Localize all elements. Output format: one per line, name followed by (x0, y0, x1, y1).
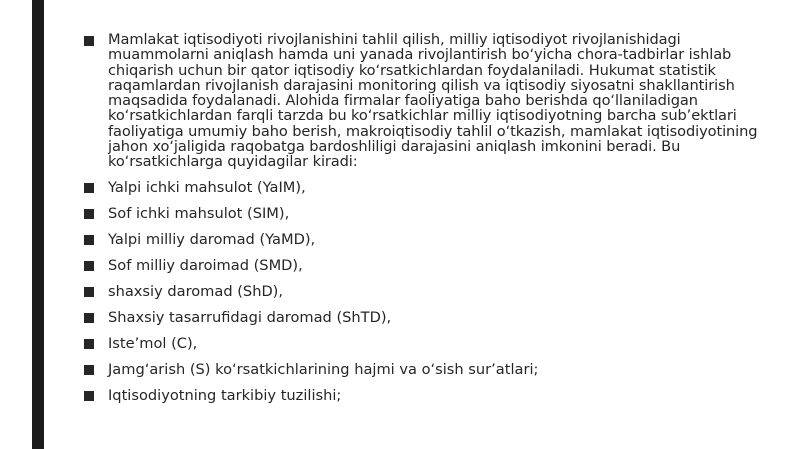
list-item (84, 204, 774, 230)
list-item (84, 334, 774, 360)
list-item-text: Jamg‘arish (S) ko‘rsatkichlarining hajmi va o‘sish sur’atlari; (108, 360, 539, 378)
bullet-square-icon (84, 36, 94, 46)
bullet-square-icon (84, 287, 94, 297)
list-item (84, 230, 774, 256)
bullet-square-icon (84, 183, 94, 193)
list-item-text: Sof milliy daroimad (SMD), (108, 256, 303, 274)
list-item-text: Sof ichki mahsulot (SIM), (108, 204, 290, 222)
list-item (84, 256, 774, 282)
indicator-list (84, 178, 774, 412)
intro-paragraph-text: Mamlakat iqtisodiyoti rivojlanishini tahlil qilish, milliy iqtisodiyot rivojlanishidagi muammolarni aniqlash hamda uni yanada rivojlantirish bo‘yicha chora-tadbirlar ishlab chiqarish uchun bir qator iqtisodiy ko‘rsatkichlardan foydalaniladi. Hukumat statistik raqamlardan rivojlanish darajasini monitoring qilish va iqtisodiy siyosatni shakllantirish maqsadida foydalanadi. Alohida firmalar faoliyatiga baho berishda qo‘llaniladigan ko‘rsatkichlardan farqli tarzda bu ko‘rsatkichlar milliy iqtisodiyotning barcha sub’ektlari faoliyatiga umumiy baho berish, makroiqtisodiy tahlil o‘tkazish, mamlakat iqtisodiyotining jahon xo‘jaligida raqobatga bardoshliligi darajasini aniqlash imkonini beradi. Bu ko‘rsatkichlarga quyidagilar kiradi: (108, 31, 758, 171)
bullet-square-icon (84, 391, 94, 401)
list-item-text: Iqtisodiyotning tarkibiy tuzilishi; (108, 386, 342, 404)
list-item-text: Shaxsiy tasarrufidagi daromad (ShTD), (108, 308, 392, 326)
list-item (84, 282, 774, 308)
list-item (84, 308, 774, 334)
bullet-square-icon (84, 209, 94, 219)
list-item (84, 178, 774, 204)
bullet-square-icon (84, 365, 94, 375)
list-item-text: Yalpi ichki mahsulot (YaIM), (108, 178, 306, 196)
list-item-text: shaxsiy daromad (ShD), (108, 282, 284, 300)
list-item-text: Iste’mol (C), (108, 334, 198, 352)
left-accent-bar (0, 0, 49, 449)
bullet-square-icon (84, 261, 94, 271)
slide-content (84, 32, 774, 412)
bullet-square-icon (84, 313, 94, 323)
bullet-square-icon (84, 339, 94, 349)
left-accent-stripe (32, 0, 44, 449)
list-item (84, 360, 774, 386)
intro-paragraph (84, 32, 774, 170)
list-item (84, 386, 774, 412)
bullet-square-icon (84, 235, 94, 245)
list-item-text: Yalpi milliy daromad (YaMD), (108, 230, 316, 248)
